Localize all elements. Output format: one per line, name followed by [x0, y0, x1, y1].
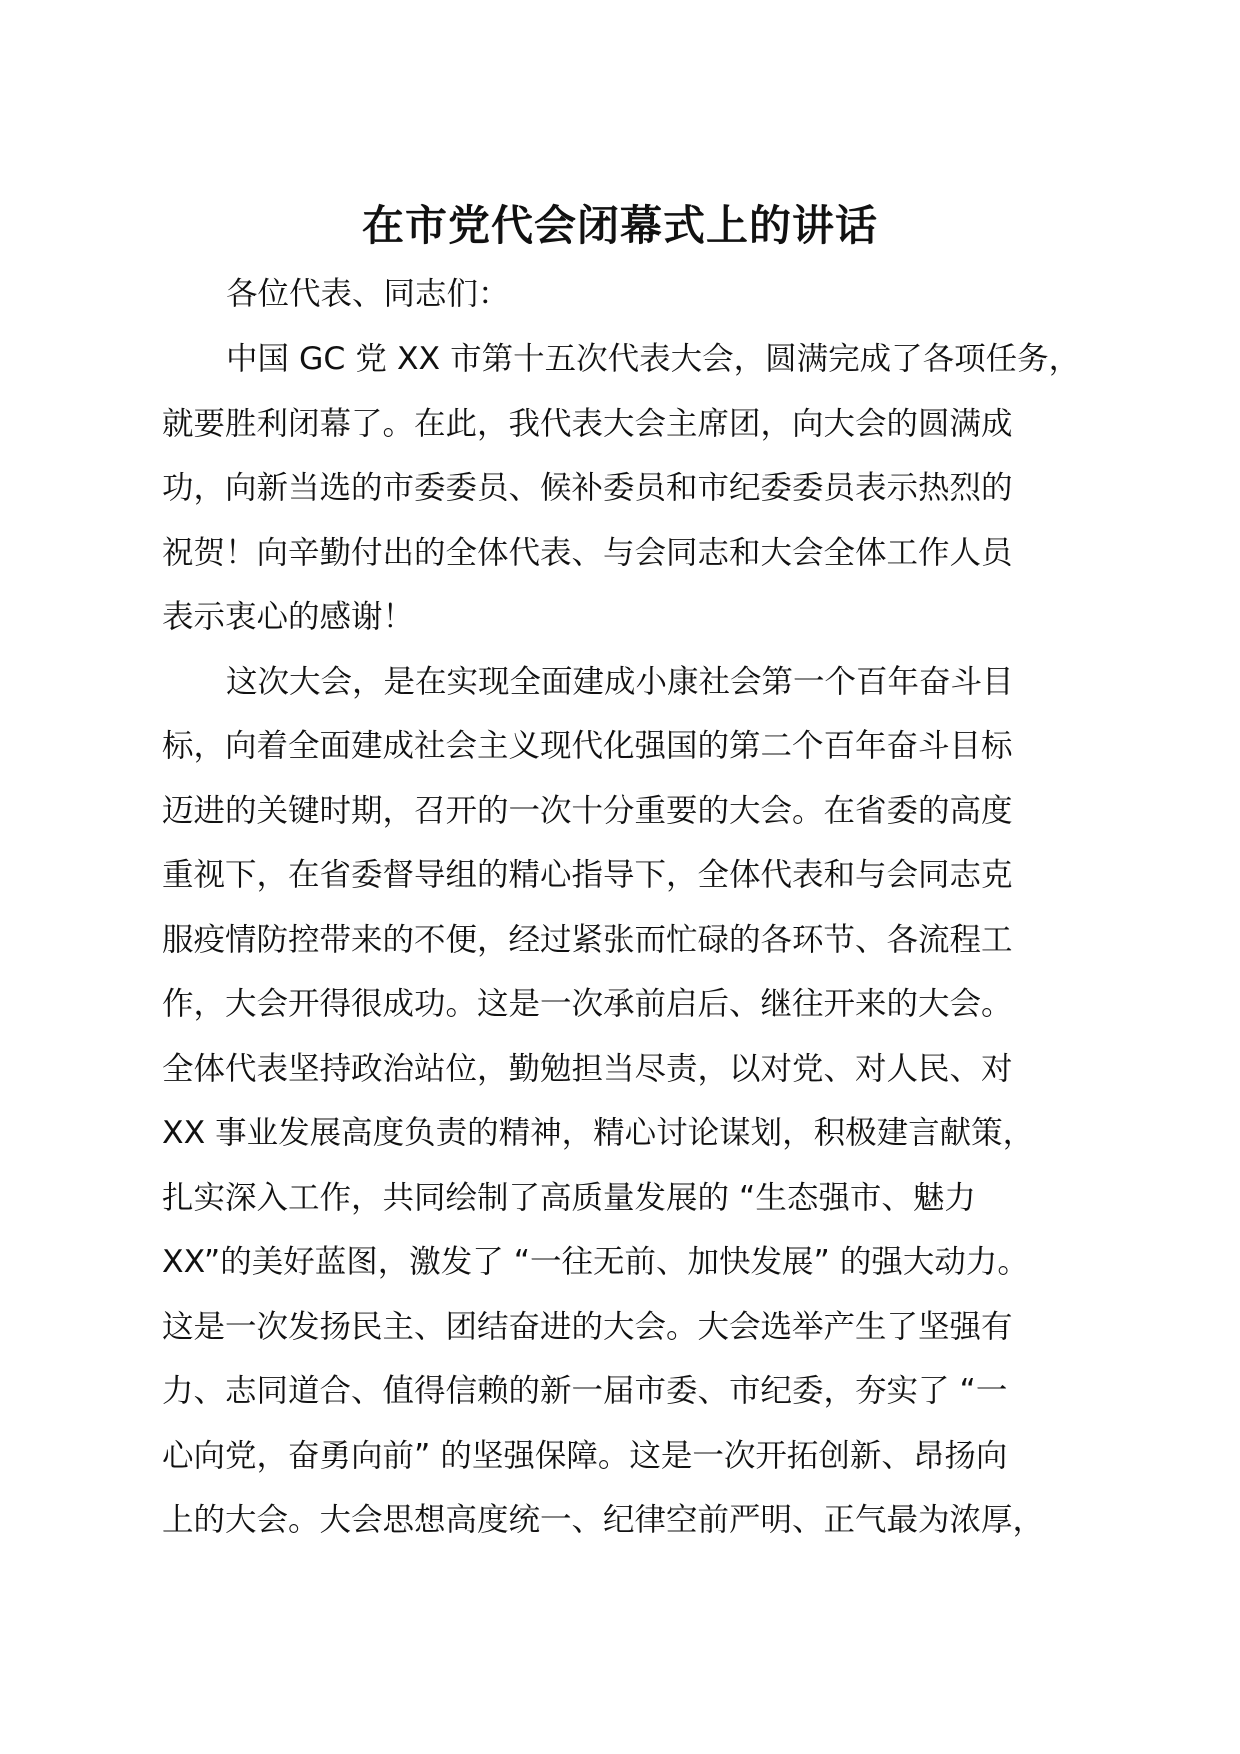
- paragraph-line: 上的大会。大会思想高度统一、纪律空前严明、正气最为浓厚，: [162, 1502, 1045, 1538]
- paragraph-line: 标，向着全面建成社会主义现代化强国的第二个百年奋斗目标: [162, 728, 1013, 764]
- paragraph-line: 服疫情防控带来的不便，经过紧张而忙碌的各环节、各流程工: [162, 922, 1013, 958]
- paragraph-line: 这是一次发扬民主、团结奋进的大会。大会选举产生了坚强有: [162, 1309, 1013, 1345]
- paragraph-line: 心向党，奋勇向前” 的坚强保障。这是一次开拓创新、昂扬向: [162, 1438, 1008, 1474]
- salutation-line: 各位代表、同志们：: [226, 276, 510, 312]
- paragraph-line: 功，向新当选的市委委员、候补委员和市纪委委员表示热烈的: [162, 470, 1013, 506]
- paragraph-line: 中国 GC 党 XX 市第十五次代表大会，圆满完成了各项任务，: [226, 341, 1081, 377]
- paragraph-line: XX”的美好蓝图，激发了 “一往无前、加快发展” 的强大动力。: [162, 1244, 1029, 1280]
- paragraph-line: 表示衷心的感谢！: [162, 599, 415, 635]
- paragraph-line: 力、志同道合、值得信赖的新一届市委、市纪委，夯实了 “一: [162, 1373, 1008, 1409]
- paragraph-line: 作，大会开得很成功。这是一次承前启后、继往开来的大会。: [162, 986, 1013, 1022]
- paragraph-line: 扎实深入工作，共同绘制了高质量发展的 “生态强市、魅力: [162, 1180, 976, 1216]
- paragraph-line: 重视下，在省委督导组的精心指导下，全体代表和与会同志克: [162, 857, 1013, 893]
- paragraph-line: 祝贺！向辛勤付出的全体代表、与会同志和大会全体工作人员: [162, 535, 1013, 571]
- paragraph-line: 迈进的关键时期，召开的一次十分重要的大会。在省委的高度: [162, 793, 1013, 829]
- paragraph-line: 这次大会，是在实现全面建成小康社会第一个百年奋斗目: [226, 664, 1014, 700]
- paragraph-line: 全体代表坚持政治站位，勤勉担当尽责，以对党、对人民、对: [162, 1051, 1013, 1087]
- document-title: 在市党代会闭幕式上的讲话: [361, 201, 878, 250]
- paragraph-line: 就要胜利闭幕了。在此，我代表大会主席团，向大会的圆满成: [162, 406, 1013, 442]
- paragraph-line: XX 事业发展高度负责的精神，精心讨论谋划，积极建言献策，: [162, 1115, 1035, 1151]
